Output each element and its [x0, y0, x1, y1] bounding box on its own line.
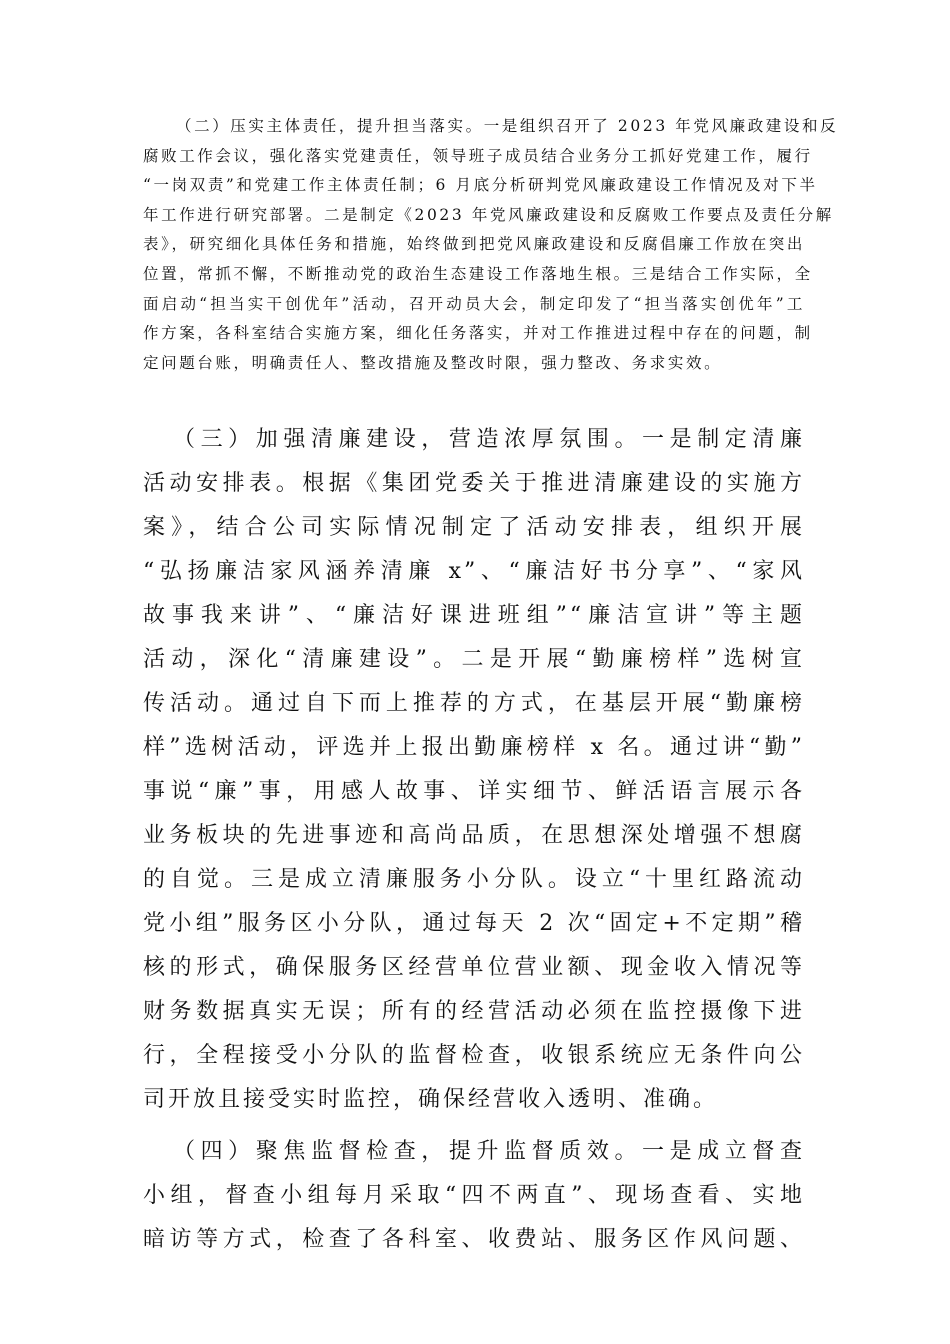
text-line: （四）聚焦监督检查，提升监督质效。一是成立督查	[173, 1139, 805, 1164]
text-line: 党小组”服务区小分队，通过每天 2 次“固定+不定期”稽	[143, 911, 805, 936]
text-line: （二）压实主体责任，提升担当落实。一是组织召开了 2023 年党风廉政建设和反	[176, 117, 839, 135]
paragraph-section-2	[143, 112, 839, 378]
text-line: 暗访等方式，检查了各科室、收费站、服务区作风问题、	[143, 1227, 805, 1252]
text-line: 面启动“担当实干创优年”活动，召开动员大会，制定印发了“担当落实创优年”工	[143, 294, 805, 313]
text-line: 财务数据真实无误；所有的经营活动必须在监控摄像下进	[143, 999, 805, 1024]
text-line: 传活动。通过自下而上推荐的方式，在基层开展“勤廉榜	[143, 691, 805, 716]
text-line: 业务板块的先进事迹和高尚品质，在思想深处增强不想腐	[143, 823, 805, 848]
text-line: 行，全程接受小分队的监督检查，收银系统应无条件向公	[143, 1043, 805, 1068]
text-line: 作方案，各科室结合实施方案，细化任务落实，并对工作推进过程中存在的问题，制	[143, 324, 813, 343]
text-line: 故事我来讲”、“廉洁好课进班组”“廉洁宣讲”等主题	[143, 603, 805, 628]
text-line: 定问题台账，明确责任人、整改措施及整改时限，强力整改、务求实效。	[143, 353, 723, 372]
paragraph-section-3	[143, 418, 805, 1122]
text-line: 司开放且接受实时监控，确保经营收入透明、准确。	[143, 1087, 719, 1112]
text-line: 年工作进行研究部署。二是制定《2023 年党风廉政建设和反腐败工作要点及责任分解	[143, 205, 834, 224]
text-line: 案》，结合公司实际情况制定了活动安排表，组织开展	[143, 515, 805, 540]
text-line: 的自觉。三是成立清廉服务小分队。设立“十里红路流动	[143, 867, 805, 892]
text-line: “一岗双责”和党建工作主体责任制；6 月底分析研判党风廉政建设工作情况及对下半	[143, 176, 818, 195]
text-line: 小组，督查小组每月采取“四不两直”、现场查看、实地	[143, 1183, 805, 1208]
text-line: （三）加强清廉建设，营造浓厚氛围。一是制定清廉	[173, 427, 805, 452]
text-line: 表》，研究细化具体任务和措施，始终做到把党风廉政建设和反腐倡廉工作放在突出	[143, 235, 805, 254]
text-line: 腐败工作会议，强化落实党建责任，领导班子成员结合业务分工抓好党建工作，履行	[143, 146, 813, 165]
text-line: 样”选树活动，评选并上报出勤廉榜样 x 名。通过讲“勤”	[143, 735, 805, 760]
text-line: 核的形式，确保服务区经营单位营业额、现金收入情况等	[143, 955, 805, 980]
text-line: 事说“廉”事，用感人故事、详实细节、鲜活语言展示各	[143, 779, 805, 804]
text-line: “弘扬廉洁家风涵养清廉 x”、“廉洁好书分享”、“家风	[143, 559, 805, 584]
paragraph-section-4	[143, 1130, 805, 1262]
text-line: 活动，深化“清廉建设”。二是开展“勤廉榜样”选树宣	[143, 647, 805, 672]
text-line: 位置，常抓不懈，不断推动党的政治生态建设工作落地生根。三是结合工作实际，全	[143, 264, 813, 283]
text-line: 活动安排表。根据《集团党委关于推进清廉建设的实施方	[143, 471, 805, 496]
